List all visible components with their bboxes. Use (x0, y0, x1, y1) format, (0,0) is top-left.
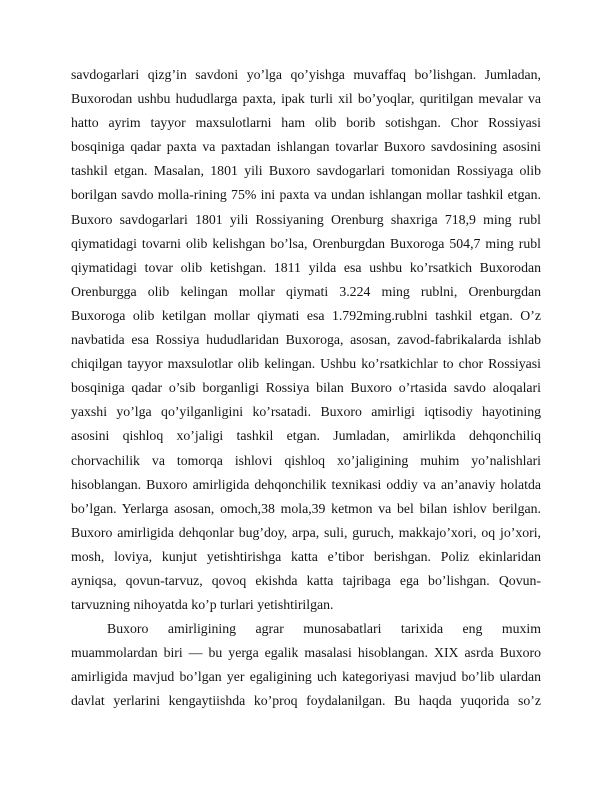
text-line: asosini qishloq xo’jaligi tashkil etgan. Jumladan, amirlikda dehqonchiliq (71, 428, 541, 444)
text-line: borilgan savdo molla-rining 75% ini paxta va undan ishlangan mollar tashkil etgan. (71, 187, 541, 203)
text-line: savdogarlari qizg’in savdoni yo’lga qo’yishga muvaffaq bo’lishgan. Jumladan, (71, 67, 541, 82)
text-line: Buxoro amirligining agrar munosabatlari tarixida eng muxim (107, 621, 541, 637)
text-line: bo’lgan. Yerlarga asosan, omoch,38 mola,39 ketmon va bel bilan ishlov berilgan. (71, 500, 541, 516)
text-line: qiymatidagi tovarni olib kelishgan bo’lsa, Orenburgdan Buxoroga 504,7 ming rubl (71, 235, 541, 251)
document-page (71, 63, 541, 714)
text-line: ayniqsa, qovun-tarvuz, qovoq ekishda katta tajribaga ega bo’lishgan. Qovun- (71, 572, 541, 588)
text-line: bosqiniga qadar o’sib borganligi Rossiya bilan Buxoro o’rtasida savdo aloqalari (71, 380, 541, 396)
text-line: muammolardan biri — bu yerga egalik masalasi hisoblangan. XIX asrda Buxoro (71, 645, 541, 661)
text-line: chorvachilik va tomorqa ishlovi qishloq xo’jaligining muhim yo’nalishlari (71, 452, 541, 468)
text-line: Buxorodan ushbu hududlarga paxta, ipak turli xil bo’yoqlar, quritilgan mevalar va (71, 91, 541, 107)
text-line: Buxoro savdogarlari 1801 yili Rossiyaning Orenburg shaxriga 718,9 ming rubl (71, 211, 541, 227)
text-line: Orenburgga olib kelingan mollar qiymati 3.224 ming rublni, Orenburgdan (71, 283, 541, 299)
text-line: hisoblangan. Buxoro amirligida dehqonchilik texnikasi oddiy va an’anaviy holatda (71, 476, 541, 492)
text-line: bosqiniga qadar paxta va paxtadan ishlangan tovarlar Buxoro savdosining asosini (71, 139, 541, 155)
text-line: yaxshi yo’lga qo’yilganligini ko’rsatadi. Buxoro amirligi iqtisodiy hayotining (71, 404, 541, 420)
text-line: mosh, loviya, kunjut yetishtirishga katta e’tibor berishgan. Poliz ekinlaridan (71, 548, 541, 564)
text-line: navbatida esa Rossiya hududlaridan Buxoroga, asosan, zavod-fabrikalarda ishlab (71, 332, 541, 348)
text-line: davlat yerlarini kengaytiishda ko’proq foydalanilgan. Bu haqda yuqorida so’z (71, 693, 541, 709)
text-line: hatto ayrim tayyor maxsulotlarni ham olib borib sotishgan. Chor Rossiyasi (71, 115, 541, 131)
text-line: Buxoroga olib ketilgan mollar qiymati esa 1.792ming.rublni tashkil etgan. O’z (71, 307, 541, 323)
text-line: tashkil etgan. Masalan, 1801 yili Buxoro savdogarlari tomonidan Rossiyaga olib (71, 163, 541, 179)
text-line: Buxoro amirligida dehqonlar bug’doy, arpa, suli, guruch, makkajo’xori, oq jo’xori, (71, 524, 541, 540)
text-line: amirligida mavjud bo’lgan yer egaligining uch kategoriyasi mavjud bo’lib ulardan (71, 669, 541, 685)
text-line: chiqilgan tayyor maxsulotlar olib kelingan. Ushbu ko’rsatkichlar to chor Rossiyasi (71, 356, 541, 372)
text-line: qiymatidagi tovar olib ketishgan. 1811 yilda esa ushbu ko’rsatkich Buxorodan (71, 259, 541, 275)
text-line: tarvuzning nihoyatda ko’p turlari yetishtirilgan. (71, 597, 334, 613)
